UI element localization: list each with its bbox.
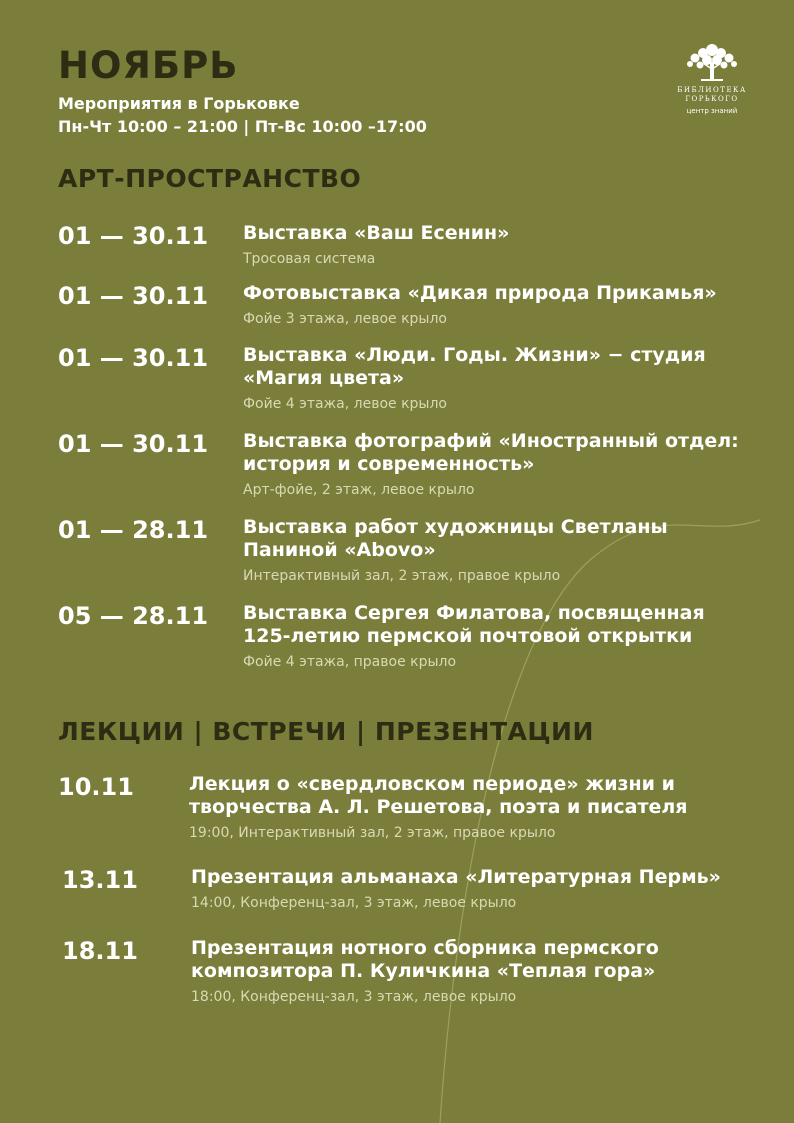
logo-line3: центр знаний bbox=[686, 107, 738, 115]
event-title: Презентация альманаха «Литературная Пермь» bbox=[191, 866, 721, 888]
event-place: 19:00, Интерактивный зал, 2 этаж, правое крыло bbox=[189, 825, 556, 841]
event-place: Интерактивный зал, 2 этаж, правое крыло bbox=[243, 568, 561, 584]
event-date: 01 — 28.11 bbox=[58, 516, 209, 544]
event-title: Выставка «Люди. Годы. Жизни» − студия «Магия цвета» bbox=[243, 344, 706, 389]
event-date: 05 — 28.11 bbox=[58, 602, 209, 630]
event-info bbox=[243, 282, 753, 327]
event-info bbox=[243, 222, 753, 267]
subtitle-venue: Мероприятия в Горьковке bbox=[58, 94, 300, 113]
event-date: 01 — 30.11 bbox=[58, 282, 209, 310]
library-logo bbox=[672, 40, 752, 115]
event-date: 01 — 30.11 bbox=[58, 430, 209, 458]
event-info bbox=[191, 937, 751, 1005]
subtitle bbox=[58, 92, 427, 138]
event-title: Выставка «Ваш Есенин» bbox=[243, 222, 510, 244]
event-date: 01 — 30.11 bbox=[58, 344, 209, 372]
event-date: 18.11 bbox=[62, 937, 138, 965]
event-place: Арт-фойе, 2 этаж, левое крыло bbox=[243, 482, 475, 498]
event-info bbox=[243, 516, 753, 584]
event-date: 01 — 30.11 bbox=[58, 222, 209, 250]
event-info bbox=[243, 344, 753, 412]
event-info bbox=[243, 602, 753, 670]
event-info bbox=[191, 866, 751, 911]
logo-line1: БИБЛИОТЕКА bbox=[677, 86, 747, 94]
logo-line2: ГОРЬКОГО bbox=[685, 95, 739, 103]
event-date: 10.11 bbox=[58, 773, 134, 801]
event-title: Презентация нотного сборника пермского композитора П. Куличкина «Теплая гора» bbox=[191, 937, 659, 982]
event-place: 14:00, Конференц-зал, 3 этаж, левое крыло bbox=[191, 895, 517, 911]
event-place: 18:00, Конференц-зал, 3 этаж, левое крыло bbox=[191, 989, 517, 1005]
month-title: НОЯБРЬ bbox=[58, 44, 239, 87]
event-date: 13.11 bbox=[62, 866, 138, 894]
event-info bbox=[243, 430, 753, 498]
event-info bbox=[189, 773, 749, 841]
event-place: Фойе 3 этажа, левое крыло bbox=[243, 311, 447, 327]
section-title-lectures: ЛЕКЦИИ | ВСТРЕЧИ | ПРЕЗЕНТАЦИИ bbox=[58, 717, 594, 746]
section-title-art: АРТ-ПРОСТРАНСТВО bbox=[58, 164, 362, 193]
event-title: Фотовыставка «Дикая природа Прикамья» bbox=[243, 282, 717, 304]
subtitle-hours: Пн-Чт 10:00 – 21:00 | Пт-Вс 10:00 –17:00 bbox=[58, 117, 427, 136]
event-place: Фойе 4 этажа, правое крыло bbox=[243, 654, 457, 670]
tree-icon bbox=[681, 40, 743, 82]
event-place: Фойе 4 этажа, левое крыло bbox=[243, 396, 447, 412]
event-title: Лекция о «свердловском периоде» жизни и творчества А. Л. Решетова, поэта и писателя bbox=[189, 773, 688, 818]
event-title: Выставка Сергея Филатова, посвященная 125-летию пермской почтовой открытки bbox=[243, 602, 705, 647]
event-title: Выставка работ художницы Светланы Паниной «Abovo» bbox=[243, 516, 668, 561]
event-title: Выставка фотографий «Иностранный отдел: история и современность» bbox=[243, 430, 739, 475]
event-place: Тросовая система bbox=[243, 251, 376, 267]
